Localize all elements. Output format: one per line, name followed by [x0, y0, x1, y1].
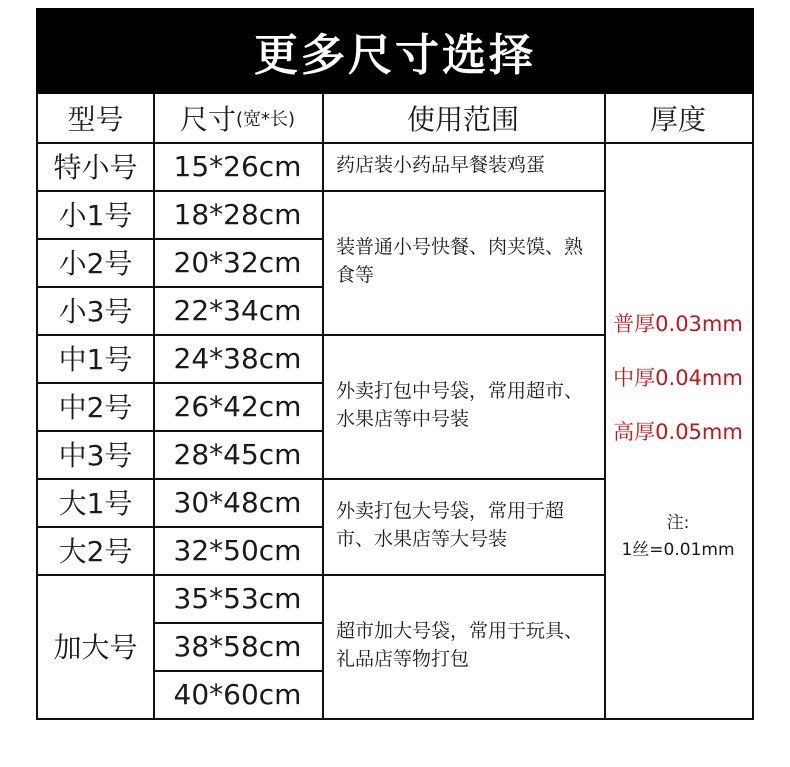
model-cell: 中1号	[36, 334, 155, 384]
header-size-main: 尺寸	[179, 103, 236, 136]
model-cell: 中3号	[36, 430, 155, 480]
thickness-option: 普厚0.03mm	[613, 311, 743, 336]
size-cell: 40*60cm	[153, 670, 324, 720]
size-cell: 28*45cm	[153, 430, 324, 480]
header-size	[153, 94, 324, 144]
header-usage: 使用范围	[322, 94, 606, 144]
usage-cell: 超市加大号袋，常用于玩具、礼品店等物打包	[322, 574, 606, 720]
size-cell: 26*42cm	[153, 382, 324, 432]
size-cell: 20*32cm	[153, 238, 324, 288]
header-size-sub: (宽*长)	[235, 109, 296, 130]
size-cell: 15*26cm	[153, 142, 324, 192]
size-cell: 32*50cm	[153, 526, 324, 576]
thickness-option: 高厚0.05mm	[613, 419, 743, 444]
thickness-note	[621, 510, 734, 564]
page-title: 更多尺寸选择	[36, 8, 754, 94]
size-table	[36, 94, 754, 720]
size-cell: 18*28cm	[153, 190, 324, 240]
size-cell: 35*53cm	[153, 574, 324, 624]
model-cell: 大1号	[36, 478, 155, 528]
usage-cell: 装普通小号快餐、肉夹馍、熟食等	[322, 190, 606, 336]
usage-cell: 外卖打包中号袋，常用超市、水果店等中号装	[322, 334, 606, 480]
model-cell: 特小号	[36, 142, 155, 192]
usage-cell: 外卖打包大号袋，常用于超市、水果店等大号装	[322, 478, 606, 576]
size-cell: 24*38cm	[153, 334, 324, 384]
usage-cell: 药店装小药品早餐装鸡蛋	[322, 142, 606, 192]
thickness-option: 中厚0.04mm	[613, 365, 743, 390]
model-cell: 大2号	[36, 526, 155, 576]
note-text: 1丝=0.01mm	[621, 540, 735, 560]
header-model: 型号	[36, 94, 155, 144]
model-cell: 小3号	[36, 286, 155, 336]
size-cell: 22*34cm	[153, 286, 324, 336]
model-cell: 小2号	[36, 238, 155, 288]
size-cell: 38*58cm	[153, 622, 324, 672]
size-cell: 30*48cm	[153, 478, 324, 528]
note-label: 注:	[666, 512, 690, 533]
thickness-cell	[604, 142, 754, 720]
model-cell: 小1号	[36, 190, 155, 240]
header-thickness: 厚度	[604, 94, 754, 144]
model-cell: 中2号	[36, 382, 155, 432]
model-cell: 加大号	[36, 574, 155, 720]
